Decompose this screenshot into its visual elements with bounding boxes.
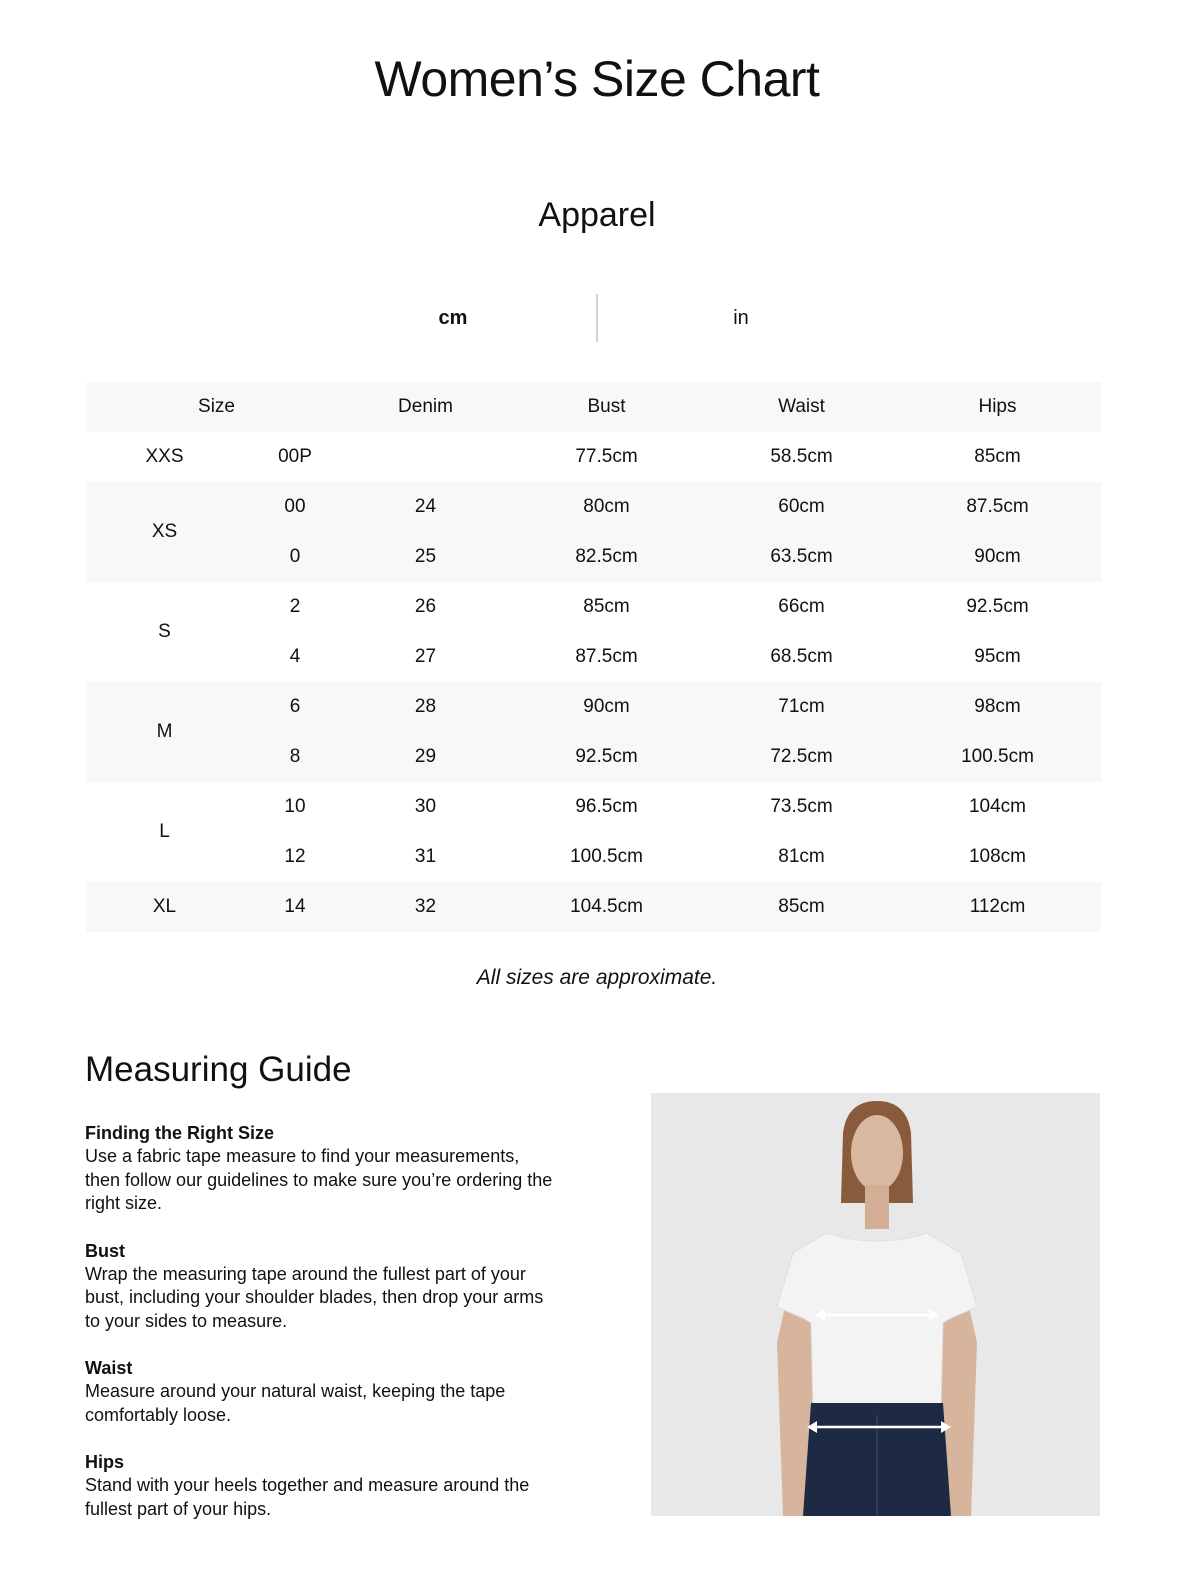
guide-waist xyxy=(85,1357,555,1427)
size-group-l xyxy=(86,782,1101,882)
guide-hips xyxy=(85,1451,555,1521)
unit-cm-button[interactable]: cm xyxy=(310,292,596,344)
size-numeric: 00 xyxy=(284,496,306,517)
waist-value: 63.5cm xyxy=(770,546,833,567)
header-waist: Waist xyxy=(778,396,825,417)
size-numeric: 4 xyxy=(289,646,301,667)
guide-text: Measure around your natural waist, keeping the tape comfortably loose. xyxy=(85,1381,506,1425)
table-row xyxy=(86,582,1101,632)
waist-value: 66cm xyxy=(778,596,825,617)
denim-size: 28 xyxy=(414,696,437,717)
guide-finding-right-size xyxy=(85,1122,555,1216)
guide-heading: Waist xyxy=(85,1358,133,1378)
size-numeric: 10 xyxy=(284,796,306,817)
size-letter: S xyxy=(158,621,171,642)
hips-value: 85cm xyxy=(974,446,1021,467)
guide-heading: Bust xyxy=(85,1240,125,1261)
model-illustration xyxy=(651,1093,1100,1516)
bust-value: 92.5cm xyxy=(575,746,638,767)
unit-toggle xyxy=(310,292,884,344)
waist-value: 58.5cm xyxy=(770,446,833,467)
size-chart-table xyxy=(86,382,1101,932)
table-row xyxy=(86,682,1101,732)
face-shape xyxy=(851,1115,903,1191)
header-denim: Denim xyxy=(398,396,453,417)
table-row xyxy=(86,882,1101,932)
bust-value: 77.5cm xyxy=(575,446,638,467)
guide-text: Use a fabric tape measure to find your measurements, then follow our guidelines to make sure you’re ordering the right size. xyxy=(85,1146,553,1213)
size-letter: L xyxy=(159,821,170,842)
size-numeric: 0 xyxy=(289,546,301,567)
unit-in-button[interactable]: in xyxy=(598,292,884,344)
table-header-row xyxy=(86,382,1101,432)
approximate-sizes-note: All sizes are approximate. xyxy=(476,966,718,989)
hips-value: 98cm xyxy=(974,696,1021,717)
bust-value: 87.5cm xyxy=(575,646,638,667)
size-numeric: 00P xyxy=(278,446,312,467)
denim-size: 29 xyxy=(414,746,437,767)
denim-size: 30 xyxy=(414,796,437,817)
hips-value: 108cm xyxy=(968,846,1027,867)
hips-value: 112cm xyxy=(969,896,1026,917)
waist-value: 71cm xyxy=(778,696,825,717)
bust-value: 82.5cm xyxy=(575,546,638,567)
hips-value: 104cm xyxy=(968,796,1027,817)
hips-value: 87.5cm xyxy=(966,496,1029,517)
waist-value: 72.5cm xyxy=(770,746,833,767)
size-letter: XL xyxy=(152,896,177,917)
measuring-guide-sections xyxy=(85,1122,555,1545)
table-row xyxy=(86,432,1101,482)
waist-value: 85cm xyxy=(778,896,825,917)
waist-value: 60cm xyxy=(778,496,825,517)
size-group-xl xyxy=(86,882,1101,932)
size-numeric: 8 xyxy=(289,746,301,767)
guide-text: Stand with your heels together and measure around the fullest part of your hips. xyxy=(85,1475,530,1519)
hips-value: 92.5cm xyxy=(966,596,1029,617)
size-letter: XXS xyxy=(145,446,184,467)
waist-value: 68.5cm xyxy=(770,646,833,667)
bust-value: 96.5cm xyxy=(575,796,638,817)
size-numeric: 12 xyxy=(284,846,306,867)
size-numeric: 2 xyxy=(289,596,301,617)
size-numeric: 6 xyxy=(289,696,301,717)
header-size: Size xyxy=(198,396,235,417)
hips-value: 90cm xyxy=(974,546,1021,567)
waist-value: 73.5cm xyxy=(770,796,833,817)
bust-value: 104.5cm xyxy=(570,896,643,917)
table-row xyxy=(86,482,1101,532)
bust-value: 85cm xyxy=(583,596,630,617)
size-letter: M xyxy=(156,721,173,742)
denim-size: 24 xyxy=(414,496,437,517)
guide-bust xyxy=(85,1240,555,1334)
waist-value: 81cm xyxy=(778,846,825,867)
guide-heading: Hips xyxy=(85,1452,125,1472)
guide-text: Wrap the measuring tape around the fullest part of your bust, including your shoulder blades, then drop your arms to your sides to measure. xyxy=(85,1263,544,1331)
measuring-guide-title: Measuring Guide xyxy=(85,1050,352,1089)
header-bust: Bust xyxy=(587,396,626,417)
guide-heading: Finding the Right Size xyxy=(85,1123,274,1143)
size-letter: XS xyxy=(151,521,178,542)
denim-size: 32 xyxy=(414,896,437,917)
size-group-xxs xyxy=(86,432,1101,482)
bust-value: 100.5cm xyxy=(570,846,643,867)
size-numeric: 14 xyxy=(284,896,306,917)
bust-value: 80cm xyxy=(583,496,630,517)
neck-shape xyxy=(865,1185,889,1229)
header-hips: Hips xyxy=(978,396,1017,417)
page-title: Women’s Size Chart xyxy=(374,51,820,107)
size-group-s xyxy=(86,582,1101,682)
hips-value: 100.5cm xyxy=(961,746,1034,767)
hips-value: 95cm xyxy=(974,646,1021,667)
denim-size: 27 xyxy=(414,646,437,667)
denim-size xyxy=(347,432,504,482)
size-group-m xyxy=(86,682,1101,782)
size-group-xs xyxy=(86,482,1101,582)
apparel-section-title: Apparel xyxy=(538,196,656,234)
bust-value: 90cm xyxy=(583,696,630,717)
denim-size: 31 xyxy=(414,846,437,867)
denim-size: 26 xyxy=(414,596,437,617)
table-row xyxy=(86,782,1101,832)
measuring-model-image xyxy=(651,1093,1100,1516)
denim-size: 25 xyxy=(414,546,437,567)
